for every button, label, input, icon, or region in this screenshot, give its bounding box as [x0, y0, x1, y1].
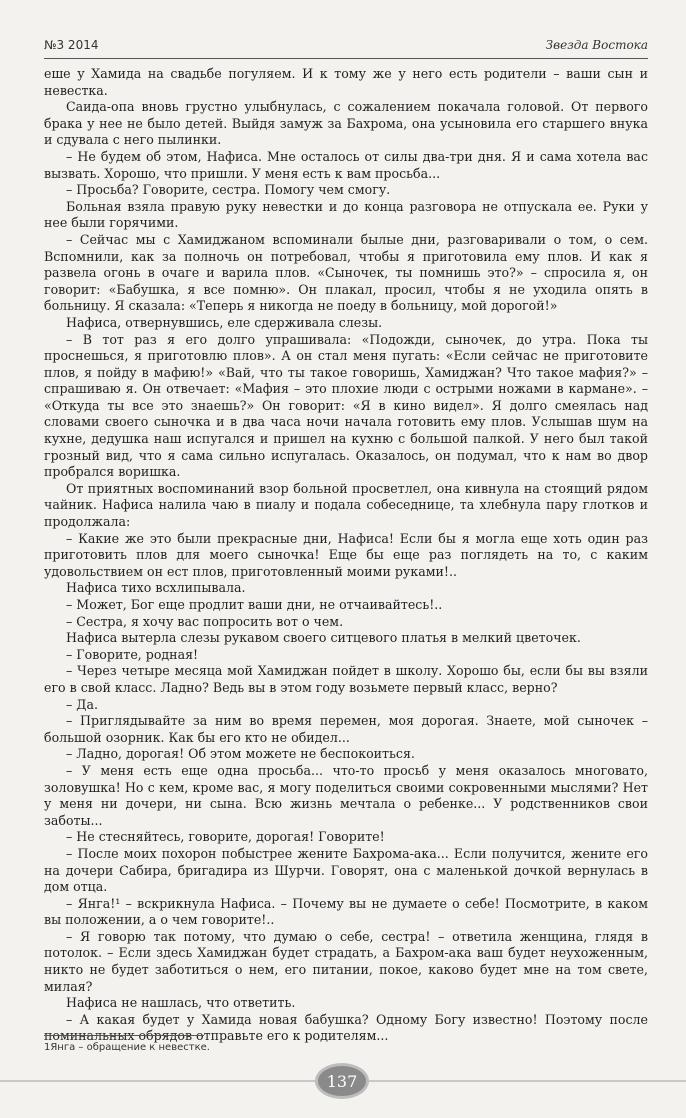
- paragraph: Нафиса вытерла слезы рукавом своего ситцевого платья в мелкий цветочек.: [66, 630, 581, 646]
- footnote: 1Янга – обращение к невестке.: [44, 1042, 210, 1053]
- article-body: [44, 66, 648, 1045]
- paragraph: – Янга!¹ – вскрикнула Нафиса. – Почему вы не думаете о себе! Посмотрите, в каком вы положении, а о чем говорите!..: [44, 895, 648, 928]
- running-header: [44, 34, 648, 59]
- page-number-badge: [318, 1066, 366, 1096]
- paragraph: Нафиса, отвернувшись, еле сдерживала слезы.: [66, 314, 383, 330]
- paragraph: – Просьба? Говорите, сестра. Помогу чем смогу.: [66, 182, 391, 198]
- paragraph: – Не стесняйтесь, говорите, дорогая! Говорите!: [66, 829, 385, 845]
- issue-number: №3 2014: [44, 38, 99, 52]
- paragraph: – Через четыре месяца мой Хамиджан пойдет в школу. Хорошо бы, если бы вы взяли его в свой класс. Ладно? Ведь вы в этом году возьмете первый класс, верно?: [44, 663, 648, 695]
- paragraph: – У меня есть еще одна просьба... что-то просьб у меня оказалось многовато, золовушка! Но с кем, кроме вас, я могу поделиться своими сокровенными мыслями? Нет у меня ни дочери, ни сына. Всю жизнь мечтала о ребенке... У родственников свои заботы...: [44, 762, 648, 828]
- paragraph: Нафиса не нашлась, что ответить.: [66, 995, 296, 1011]
- paragraph: – В тот раз я его долго упрашивала: «Подожди, сыночек, до утра. Пока ты проснешься, я приготовлю плов». А он стал меня пугать: «Если сейчас не приготовите плов, я пойду в мафию!» «Вай, что ты такое говоришь, Хамиджан? Что такое мафия?» – спрашиваю я. Он отвечает: «Мафия – это плохие люди с острыми ножами в кармане». – «Откуда ты все это знаешь?» Он говорит: «Я в кино видел». Я долго смеялась над словами своего сыночка и в два часа ночи начала готовить ему плов. Услышав шум на кухне, дедушка наш испугался и пришел на кухню с большой палкой. У него был такой грозный вид, что я сама сильно испугалась. Оказалось, он подумал, что к нам во двор пробрался воришка.: [44, 331, 648, 480]
- paragraph: – Не будем об этом, Нафиса. Мне осталось от силы два-три дня. Я и сама хотела вас вызвать. Хорошо, что пришли. У меня есть к вам просьба...: [44, 148, 648, 181]
- paragraph: – А какая будет у Хамида новая бабушка? Одному Богу известно! Поэтому после поминальных обрядов отправьте его к родителям...: [44, 1011, 648, 1044]
- paragraph: – Сестра, я хочу вас попросить вот о чем.: [66, 613, 344, 629]
- paragraph: – Да.: [66, 696, 99, 712]
- paragraph: Саида-опа вновь грустно улыбнулась, с сожалением покачала головой. От первого брака у нее не было детей. Выйдя замуж за Бахрома, она усыновила его старшего внука и сдувала с него пылинки.: [44, 99, 648, 148]
- paragraph: – Говорите, родная!: [66, 646, 199, 662]
- footnote-divider: [44, 1035, 204, 1036]
- paragraph: От приятных воспоминаний взор больной просветлел, она кивнула на стоящий рядом чайник. Нафиса налила чаю в пиалу и подала собеседнице, та хлебнула пару глотков и продолжала:: [44, 480, 648, 530]
- paragraph: – Приглядывайте за ним во время перемен, моя дорогая. Знаете, мой сыночек – большой озорник. Как бы его кто не обидел...: [44, 713, 648, 745]
- paragraph: Больная взяла правую руку невестки и до конца разговора не отпускала ее. Руки у нее были горячими.: [44, 198, 648, 231]
- paragraph: Нафиса тихо всхлипывала.: [66, 580, 246, 596]
- paragraph: еше у Хамида на свадьбе погуляем. И к тому же у него есть родители – ваши сын и невестка.: [44, 66, 648, 98]
- paragraph: – Какие же это были прекрасные дни, Нафиса! Если бы я могла еще хоть один раз приготовить плов для моего сыночка! Еще бы еще раз поглядеть на то, с каким удовольствием он ест плов, приготовленный моими руками!..: [44, 530, 648, 579]
- paragraph: – Ладно, дорогая! Об этом можете не беспокоиться.: [66, 746, 415, 762]
- paragraph: – После моих похорон побыстрее жените Бахрома-ака... Если получится, жените его на дочери Сабира, бригадира из Шурчи. Говорят, она с маленькой дочкой вернулась в дом отца.: [44, 845, 648, 895]
- paragraph: – Я говорю так потому, что думаю о себе, сестра! – ответила женщина, глядя в потолок. – Если здесь Хамиджан будет страдать, а Бахром-ака ваш будет неухоженным, никто не будет заботиться о нем, его питании, покое, каково будет мне на том свете, милая?: [44, 928, 648, 994]
- paragraph: – Сейчас мы с Хамиджаном вспоминали былые дни, разговаривали о том, о сем. Вспомнили, как за полночь он потребовал, чтобы я приготовила ему плов. И как я развела огонь в очаге и варила плов. «Сыночек, ты помнишь это?» – спросила я, он говорит: «Бабушка, я все помню». Он плакал, просил, чтобы я не уходила опять в больницу. Я сказала: «Теперь я никогда не поеду в больницу, мой дорогой!»: [44, 231, 648, 314]
- paragraph: – Может, Бог еще продлит ваши дни, не отчаивайтесь!..: [66, 597, 443, 612]
- journal-title: Звезда Востока: [545, 38, 648, 52]
- page-number: 137: [326, 1071, 358, 1091]
